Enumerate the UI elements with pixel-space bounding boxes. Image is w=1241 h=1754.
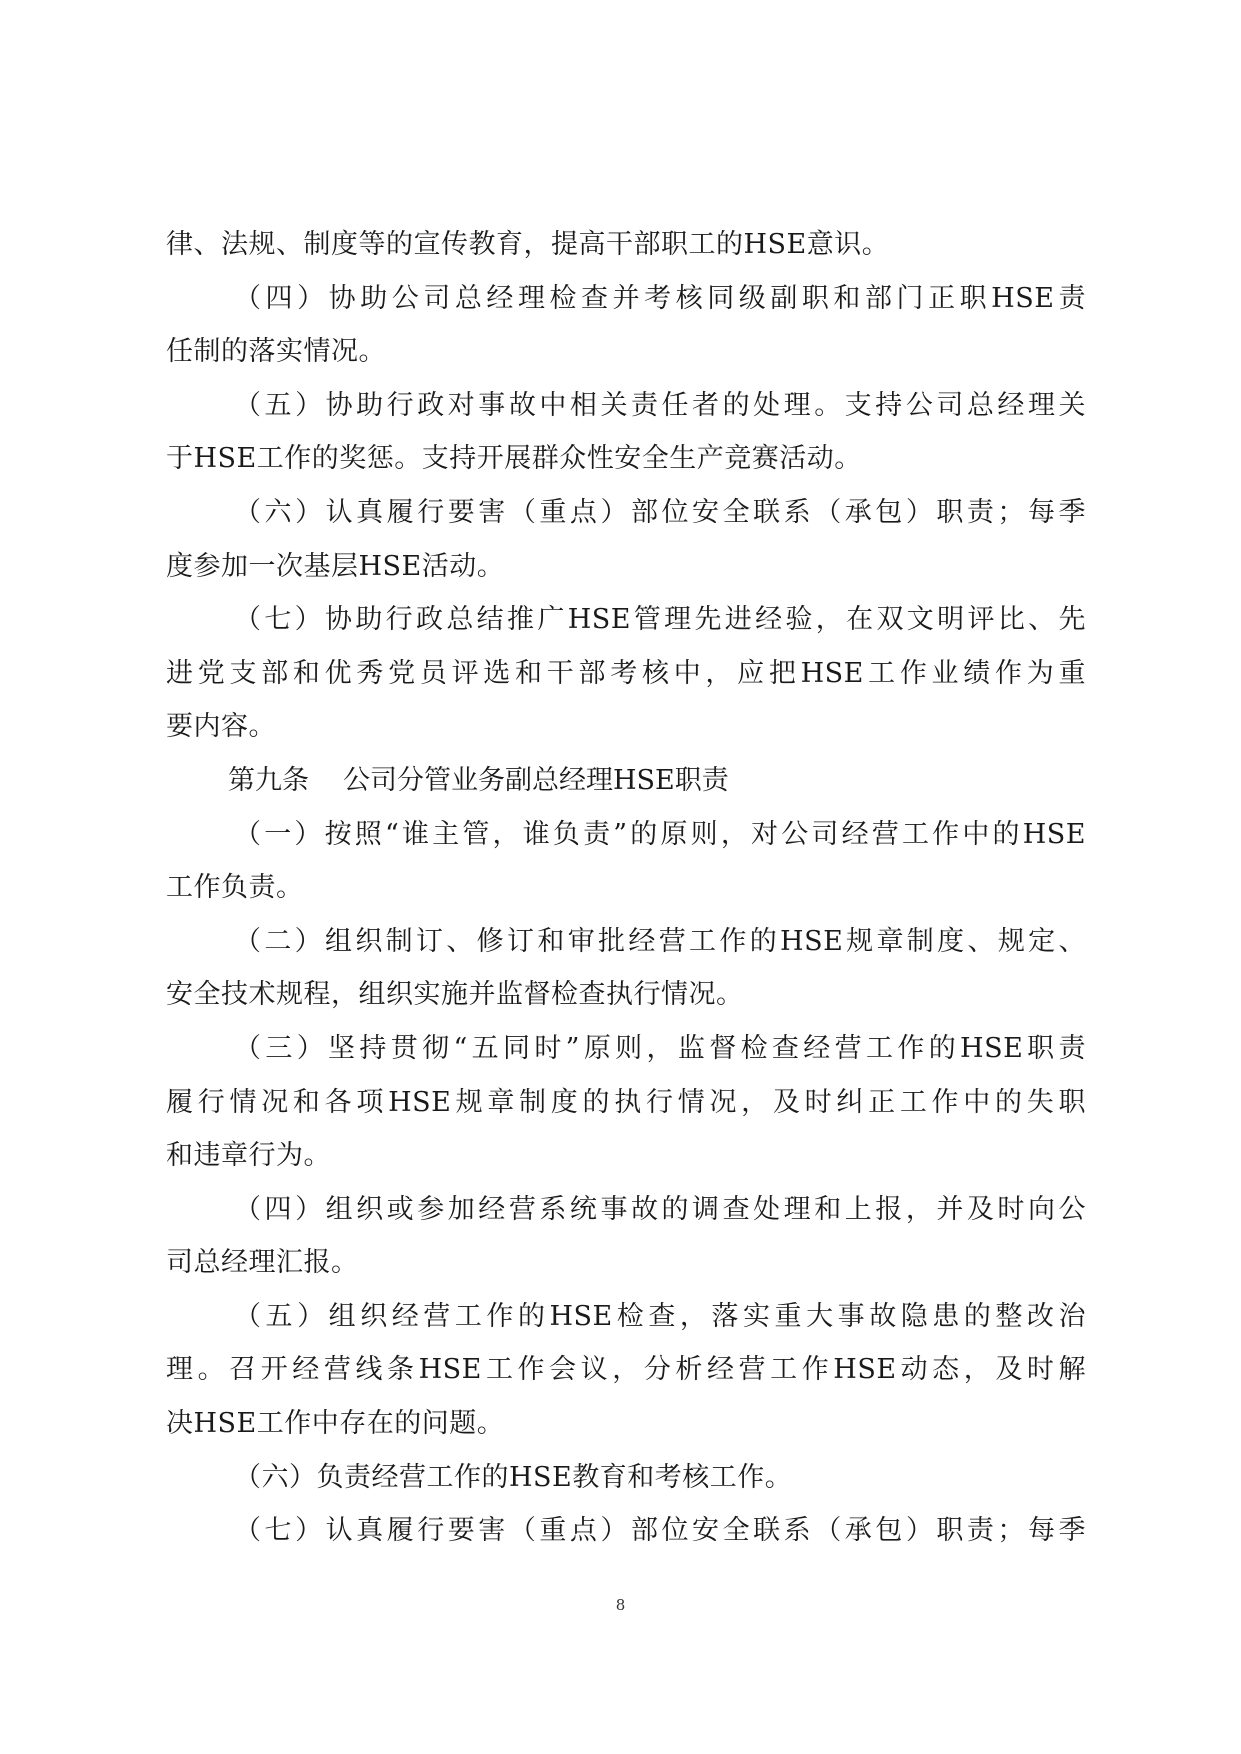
paragraphs-after-article xyxy=(166,808,1086,1558)
text-line: （五）组织经营工作的HSE检查，落实重大事故隐患的整改治 xyxy=(234,1300,1086,1332)
article-heading xyxy=(166,754,1086,808)
document-body xyxy=(166,218,1086,1558)
text-line: 安全技术规程，组织实施并监督检查执行情况。 xyxy=(166,979,744,1011)
text-line: 和违章行为。 xyxy=(166,1140,331,1172)
text-line: 要内容。 xyxy=(166,711,276,743)
text-line: （六）认真履行要害（重点）部位安全联系（承包）职责；每季 xyxy=(234,496,1086,528)
text-line: （七）协助行政总结推广HSE管理先进经验，在双文明评比、先 xyxy=(234,604,1086,636)
text-line: （四）协助公司总经理检查并考核同级副职和部门正职HSE责 xyxy=(234,282,1086,314)
text-line: （六）负责经营工作的HSE教育和考核工作。 xyxy=(234,1461,793,1493)
text-line: 决HSE工作中存在的问题。 xyxy=(166,1408,505,1440)
text-line: （二）组织制订、修订和审批经营工作的HSE规章制度、规定、 xyxy=(234,925,1086,957)
text-line: 工作负责。 xyxy=(166,872,304,904)
text-line: 任制的落实情况。 xyxy=(166,336,386,368)
paragraphs-before-article xyxy=(166,218,1086,754)
text-line: 理。召开经营线条HSE工作会议，分析经营工作HSE动态，及时解 xyxy=(166,1354,1086,1386)
text-line: （三）坚持贯彻“五同时”原则，监督检查经营工作的HSE职责 xyxy=(234,1032,1086,1064)
text-line: 司总经理汇报。 xyxy=(166,1247,359,1279)
article-number: 第九条 xyxy=(228,764,309,796)
text-line: 履行情况和各项HSE规章制度的执行情况，及时纠正工作中的失职 xyxy=(166,1086,1086,1118)
article-title: 公司分管业务副总经理HSE职责 xyxy=(343,764,729,796)
text-line: （五）协助行政对事故中相关责任者的处理。支持公司总经理关 xyxy=(234,389,1086,421)
page-number: 8 xyxy=(615,1596,626,1614)
text-line: 度参加一次基层HSE活动。 xyxy=(166,550,505,582)
text-line: （四）组织或参加经营系统事故的调查处理和上报，并及时向公 xyxy=(234,1193,1086,1225)
text-line: 进党支部和优秀党员评选和干部考核中，应把HSE工作业绩作为重 xyxy=(166,657,1086,689)
text-line: （七）认真履行要害（重点）部位安全联系（承包）职责；每季 xyxy=(234,1515,1086,1547)
text-line: 于HSE工作的奖惩。支持开展群众性安全生产竞赛活动。 xyxy=(166,443,862,475)
text-line: 律、法规、制度等的宣传教育，提高干部职工的HSE意识。 xyxy=(166,229,890,260)
text-line: （一）按照“谁主管，谁负责”的原则，对公司经营工作中的HSE xyxy=(234,818,1086,850)
